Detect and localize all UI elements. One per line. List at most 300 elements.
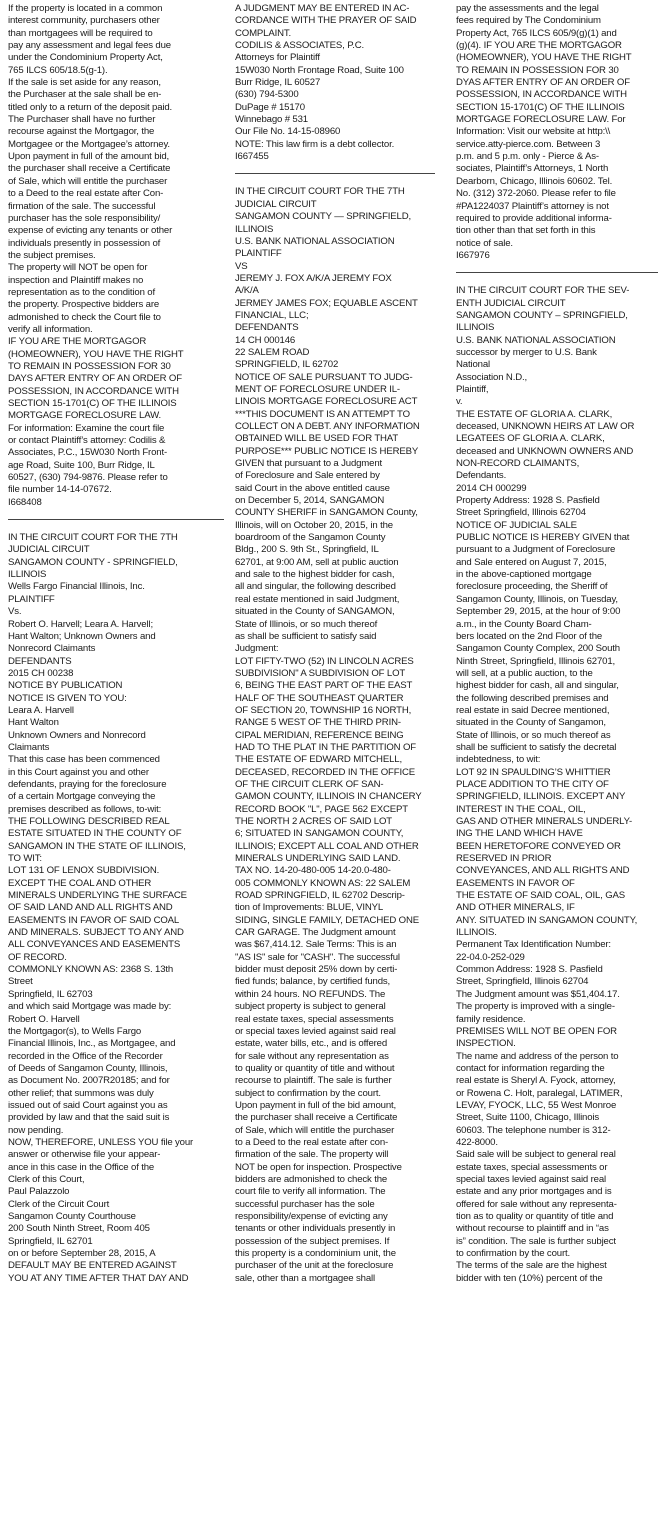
notice-line: provided by law and that the said suit is xyxy=(8,1112,170,1124)
notice-line: the purchaser shall receive a Certificate xyxy=(8,163,171,175)
notice-line: ILLINOIS; EXCEPT ALL COAL AND OTHER xyxy=(235,840,419,852)
notice-line: under the Condominium Property Act, xyxy=(8,52,163,64)
notice-line: the purchaser shall receive a Certificate xyxy=(235,1112,398,1124)
notice-line: EASEMENTS IN FAVOR OF SAID COAL xyxy=(8,914,180,926)
notice-line: a.m., in the County Board Cham- xyxy=(456,618,592,630)
notice-line: PUBLIC NOTICE IS HEREBY GIVEN that xyxy=(456,532,630,544)
notice-line: Mortgagee or the Mortgagee’s attorney. xyxy=(8,138,170,150)
notice-line: firmation of the sale. The property will xyxy=(235,1149,389,1161)
notice-line: all and singular, the following described xyxy=(235,581,396,593)
notice-line: required to provide additional informa- xyxy=(456,212,612,224)
notice-line: OF THE CIRCUIT CLERK OF SAN- xyxy=(235,778,384,790)
notice-line: SIDING, SINGLE FAMILY, DETACHED ONE xyxy=(235,914,419,926)
notice-line: Sangamon County, Illinois, on Tuesday, xyxy=(456,593,618,605)
notice-line: SECTION 15-1701(C) OF THE ILLINOIS xyxy=(456,101,625,113)
notice-line: No. (312) 372-2060. Please refer to file xyxy=(456,188,616,200)
notice-line: and sale to the highest bidder for cash, xyxy=(235,569,395,581)
notice-line: AND MINERALS. SUBJECT TO ANY AND xyxy=(8,927,184,939)
notice-line: IN THE CIRCUIT COURT FOR THE SEV- xyxy=(456,285,630,297)
notice-line: pay the assessments and the legal xyxy=(456,3,599,14)
notice-line: of Sale, which will entitle the purchaser xyxy=(8,175,168,187)
notice-line: NOTICE OF SALE PURSUANT TO JUDG- xyxy=(235,371,413,383)
notice-divider xyxy=(235,173,435,174)
notice-line: 14 CH 000146 xyxy=(235,334,296,346)
notice-line: OF SAID LAND AND ALL RIGHTS AND xyxy=(8,902,173,914)
notice-line: "AS IS" sale for "CASH". The successful xyxy=(235,951,400,963)
legal-notice xyxy=(8,3,212,509)
notice-line: purchaser of the unit at the foreclosure xyxy=(235,1260,394,1272)
notice-line: The Purchaser shall have no further xyxy=(8,114,156,126)
notice-line: foreclosure proceeding, the Sheriff of xyxy=(456,581,608,593)
notice-line: subject to confirmation by the court. xyxy=(235,1087,381,1099)
notice-line: SPRINGFIELD, ILLINOIS. EXCEPT ANY xyxy=(456,791,626,803)
notice-line: Winnebago # 531 xyxy=(235,114,308,126)
notice-line: GAMON COUNTY, ILLINOIS IN CHANCERY xyxy=(235,791,422,803)
notice-line: possession of the subject premises. If xyxy=(235,1235,390,1247)
notice-line: IN THE CIRCUIT COURT FOR THE 7TH xyxy=(235,186,405,198)
notice-line: of Deeds of Sangamon County, Illinois, xyxy=(8,1062,168,1074)
notice-line: Sangamon County Complex, 200 South xyxy=(456,643,620,655)
notice-line: or contact Plaintiff’s attorney: Codilis & xyxy=(8,435,166,447)
notice-line: I668408 xyxy=(8,496,42,508)
notice-line: estate taxes, special assessments or xyxy=(456,1161,608,1173)
notice-line: in this Court against you and other xyxy=(8,766,149,778)
notice-line: JEREMY J. FOX A/K/A JEREMY FOX xyxy=(235,272,392,284)
notice-line: and Sale entered on August 7, 2015, xyxy=(456,556,607,568)
notice-line: AND OTHER MINERALS, IF xyxy=(456,902,575,914)
notice-line: this property is a condominium unit, the xyxy=(235,1248,396,1260)
notice-line: THE ESTATE OF SAID COAL, OIL, GAS xyxy=(456,890,626,902)
notice-line: Unknown Owners and Nonrecord xyxy=(8,729,146,741)
notice-line: THE ESTATE OF GLORIA A. CLARK, xyxy=(456,408,613,420)
notice-line: 6, BEING THE EAST PART OF THE EAST xyxy=(235,680,413,692)
notice-line: highest bidder for cash, all and singular, xyxy=(456,680,619,692)
notice-line: responsibility/expense of evicting any xyxy=(235,1211,388,1222)
notice-line: For information: Examine the court file xyxy=(8,422,165,434)
notice-line: will sell, at a public auction, to the xyxy=(456,667,593,679)
notice-line: 2015 CH 00238 xyxy=(8,667,74,679)
notice-line: Springfield, IL 62703 xyxy=(8,988,93,1000)
notice-line: (HOMEOWNER), YOU HAVE THE RIGHT xyxy=(8,348,184,360)
notice-line: bidder must deposit 25% down by certi- xyxy=(235,964,398,976)
notice-line: (HOMEOWNER), YOU HAVE THE RIGHT xyxy=(456,52,632,64)
notice-line: Judgment: xyxy=(235,643,279,655)
notice-line: successful purchaser has the sole xyxy=(235,1198,375,1210)
notice-line: situated in the County of SANGAMON, xyxy=(235,606,395,618)
notice-line: Permanent Tax Identification Number: xyxy=(456,939,611,951)
notice-line: The property will NOT be open for xyxy=(8,262,148,274)
notice-line: ANY. SITUATED IN SANGAMON COUNTY, xyxy=(456,914,638,926)
notice-line: POSSESSION, IN ACCORDANCE WITH xyxy=(456,89,627,101)
notice-line: YOU AT ANY TIME AFTER THAT DAY AND xyxy=(8,1272,189,1284)
notice-line: 422-8000. xyxy=(456,1136,498,1148)
notice-line: in the above-captioned mortgage xyxy=(456,569,592,581)
notice-line: PLACE ADDITION TO THE CITY OF xyxy=(456,778,609,790)
notice-line: ENTH JUDICIAL CIRCUIT xyxy=(456,297,566,309)
notice-line: Plaintiff, xyxy=(456,383,489,395)
notice-line: tenants or other individuals presently in xyxy=(235,1223,396,1235)
notice-line: VS xyxy=(235,260,248,272)
notice-line: tion other than that set forth in this xyxy=(456,225,596,237)
notice-line: subject property is subject to general xyxy=(235,1001,386,1013)
notice-line: situated in the County of Sangamon, xyxy=(456,717,606,729)
notice-line: LOT 92 IN SPAULDING’S WHITTIER xyxy=(456,766,611,778)
notice-divider xyxy=(456,272,658,273)
notice-line: SECTION 15-1701(C) OF THE ILLINOIS xyxy=(8,398,177,409)
notice-line: BEEN HERETOFORE CONVEYED OR xyxy=(456,840,621,852)
legal-notice xyxy=(456,3,658,262)
notice-line: PLAINTIFF xyxy=(235,248,282,260)
notice-line: real estate in said Decree mentioned, xyxy=(456,704,610,716)
notice-line: premises described as follows, to-wit: xyxy=(8,803,162,815)
notice-line: the following described premises and xyxy=(456,692,609,704)
notice-line: OF SECTION 20, TOWNSHIP 16 NORTH, xyxy=(235,704,412,716)
notice-line: tion as to quality or quantity of title and xyxy=(456,1211,614,1222)
notice-line: 60527, (630) 794-9876. Please refer to xyxy=(8,472,168,484)
notice-line: the Mortgagor(s), to Wells Fargo xyxy=(8,1025,142,1037)
notice-line: v. xyxy=(456,396,463,408)
notice-line: INTEREST IN THE COAL, OIL, xyxy=(456,803,586,815)
legal-notice xyxy=(235,3,435,163)
notice-line: bidder with ten (10%) percent of the xyxy=(456,1272,603,1284)
notice-line: Common Address: 1928 S. Pasfield xyxy=(456,964,603,976)
notice-line: National xyxy=(456,359,490,371)
notice-line: the subject premises. xyxy=(8,249,96,261)
notice-line: EASEMENTS IN FAVOR OF xyxy=(456,877,575,889)
notice-line: family residence. xyxy=(456,1013,526,1025)
notice-line: Claimants xyxy=(8,741,50,753)
notice-line: HALF OF THE SOUTHEAST QUARTER xyxy=(235,692,404,704)
notice-line: pursuant to a Judgment of Foreclosure xyxy=(456,544,616,556)
notice-line: LOT FIFTY-TWO (52) IN LINCOLN ACRES xyxy=(235,655,414,667)
notice-line: COMMONLY KNOWN AS: 2368 S. 13th xyxy=(8,964,174,976)
notice-line: TAX NO. 14-20-480-005 14-20.0-480- xyxy=(235,865,391,877)
notice-line: SANGAMON IN THE STATE OF ILLINOIS, xyxy=(8,840,186,852)
column-1 xyxy=(8,3,212,1285)
notice-line: age Road, Suite 100, Burr Ridge, IL xyxy=(8,459,155,471)
notice-line: NOTE: This law firm is a debt collector. xyxy=(235,138,395,150)
notice-line: NOTICE BY PUBLICATION xyxy=(8,680,123,692)
notice-line: recourse against the Mortgagor, the xyxy=(8,126,155,138)
notice-line: individuals presently in possession of xyxy=(8,237,161,249)
notice-line: SANGAMON COUNTY – SPRINGFIELD, xyxy=(456,309,628,321)
legal-notice xyxy=(235,186,435,1285)
notice-line: other relief; that summons was duly xyxy=(8,1087,154,1099)
notice-line: Upon payment in full of the bid amount, xyxy=(235,1099,397,1111)
notice-line: RANGE 5 WEST OF THE THIRD PRIN- xyxy=(235,717,401,729)
notice-line: real estate taxes, special assessments xyxy=(235,1013,394,1025)
notice-line: JUDICIAL CIRCUIT xyxy=(235,198,317,210)
notice-line: recorded in the Office of the Recorder xyxy=(8,1050,163,1062)
notice-line: Leara A. Harvell xyxy=(8,704,74,716)
notice-line: MORTGAGE FORECLOSURE LAW. For xyxy=(456,114,626,126)
notice-line: State of Illinois, or so much thereof as xyxy=(456,729,611,741)
notice-line: fees required by The Condominium xyxy=(456,15,601,27)
notice-line: of Sale, which will entitle the purchaser xyxy=(235,1124,395,1136)
notice-line: 200 South Ninth Street, Room 405 xyxy=(8,1223,150,1235)
notice-line: DECEASED, RECORDED IN THE OFFICE xyxy=(235,766,415,778)
notice-line: PREMISES WILL NOT BE OPEN FOR xyxy=(456,1025,617,1037)
notice-line: RECORD BOOK "L", PAGE 562 EXCEPT xyxy=(235,803,408,815)
notice-line: said Court in the above entitled cause xyxy=(235,482,390,494)
notice-line: Illinois, will on October 20, 2015, in the xyxy=(235,519,393,531)
notice-line: titled only to a return of the deposit paid. xyxy=(8,101,173,113)
notice-line: court file to verify all information. The xyxy=(235,1186,386,1198)
notice-line: fied funds; balance, by certified funds, xyxy=(235,976,391,988)
notice-line: to quality or quantity of title and without xyxy=(235,1062,395,1074)
notice-line: COLLECT ON A DEBT. ANY INFORMATION xyxy=(235,421,420,432)
notice-line: A/K/A xyxy=(235,285,259,297)
notice-line: PLAINTIFF xyxy=(8,593,55,605)
notice-line: (630) 794-5300 xyxy=(235,89,299,101)
notice-line: sale, other than a mortgagee shall xyxy=(235,1272,375,1284)
notice-line: PURPOSE*** PUBLIC NOTICE IS HEREBY xyxy=(235,445,419,457)
notice-line: CODILIS & ASSOCIATES, P.C. xyxy=(235,40,365,52)
notice-line: HAD TO THE PLAT IN THE PARTITION OF xyxy=(235,741,416,753)
notice-line: defendants, praying for the foreclosure xyxy=(8,778,167,790)
notice-line: TO REMAIN IN POSSESSION FOR 30 xyxy=(456,64,619,76)
notice-line: of a certain Mortgage conveying the xyxy=(8,791,156,803)
notice-line: 15W030 North Frontage Road, Suite 100 xyxy=(235,64,404,76)
notice-line: Nonrecord Claimants xyxy=(8,643,96,655)
notice-line: firmation of the sale. The successful xyxy=(8,200,156,212)
notice-line: than mortgagees will be required to xyxy=(8,27,153,39)
notice-line: If the property is located in a common xyxy=(8,3,163,14)
column-3 xyxy=(456,3,658,1285)
notice-line: contact for information regarding the xyxy=(456,1062,605,1074)
notice-line: DEFAULT MAY BE ENTERED AGAINST xyxy=(8,1260,177,1272)
notice-line: Property Act, 765 ILCS 605/9(g)(1) and xyxy=(456,27,617,39)
notice-line: Street, Springfield, Illinois 62704 xyxy=(456,976,589,988)
legal-notice xyxy=(8,532,212,1285)
notice-line: ***THIS DOCUMENT IS AN ATTEMPT TO xyxy=(235,408,410,420)
notice-line: LEVAY, FYOCK, LLC, 55 West Monroe xyxy=(456,1099,617,1111)
notice-line: If the sale is set aside for any reason, xyxy=(8,77,161,89)
notice-line: CORDANCE WITH THE PRAYER OF SAID xyxy=(235,15,417,27)
notice-line: RESERVED IN PRIOR xyxy=(456,853,552,865)
notice-line: U.S. BANK NATIONAL ASSOCIATION xyxy=(235,235,395,247)
notice-line: NOTICE IS GIVEN TO YOU: xyxy=(8,692,127,704)
notice-line: DAYS AFTER ENTRY OF AN ORDER OF xyxy=(8,373,182,385)
column-2 xyxy=(235,3,435,1285)
notice-line: NON-RECORD CLAIMANTS, xyxy=(456,458,580,470)
notice-line: to a Deed to the real estate after con- xyxy=(235,1136,389,1148)
notice-line: bidders are admonished to check the xyxy=(235,1173,388,1185)
notice-line: 60603. The telephone number is 312- xyxy=(456,1124,611,1136)
notice-line: successor by merger to U.S. Bank xyxy=(456,346,597,358)
notice-line: of Foreclosure and Sale entered by xyxy=(235,470,380,482)
notice-line: POSSESSION, IN ACCORDANCE WITH xyxy=(8,385,179,397)
notice-line: DEFENDANTS xyxy=(8,655,72,667)
notice-line: NOT be open for inspection. Prospective xyxy=(235,1161,402,1173)
notice-line: service.atty-pierce.com. Between 3 xyxy=(456,138,601,150)
notice-line: IN THE CIRCUIT COURT FOR THE 7TH xyxy=(8,532,178,544)
notice-line: the property. Prospective bidders are xyxy=(8,299,160,311)
notice-line: pay any assessment and legal fees due xyxy=(8,40,171,52)
notice-line: Sangamon County Courthouse xyxy=(8,1211,136,1222)
notice-line: SANGAMON COUNTY - SPRINGFIELD, xyxy=(8,556,178,568)
notice-line: GIVEN that pursuant to a Judgment xyxy=(235,458,383,470)
notice-line: SUBDIVISION" A SUBDIVISION OF LOT xyxy=(235,667,406,679)
notice-line: ILLINOIS xyxy=(456,322,495,334)
notice-line: indebtedness, to wit: xyxy=(456,754,541,766)
notice-line: JERMEY JAMES FOX; EQUABLE ASCENT xyxy=(235,297,418,309)
notice-line: THE ESTATE OF EDWARD MITCHELL, xyxy=(235,754,402,766)
notice-line: verify all information. xyxy=(8,323,93,335)
notice-line: issued out of said Court against you as xyxy=(8,1099,168,1111)
notice-line: Hant Walton xyxy=(8,717,59,729)
notice-line: real estate is Sheryl A. Fyock, attorney, xyxy=(456,1075,616,1087)
notice-line: MORTGAGE FORECLOSURE LAW. xyxy=(8,410,161,422)
notice-line: to a Deed to the real estate after Con- xyxy=(8,188,164,200)
notice-line: real estate mentioned in said Judgment, xyxy=(235,593,400,605)
notice-line: Information: Visit our website at http:\\ xyxy=(456,126,611,138)
notice-line: 2014 CH 000299 xyxy=(456,482,527,494)
notice-line: JUDICIAL CIRCUIT xyxy=(8,544,90,556)
notice-line: Vs. xyxy=(8,606,22,618)
notice-line: The Judgment amount was $51,404.17. xyxy=(456,988,620,1000)
notice-line: Defendants. xyxy=(456,470,507,482)
notice-line: Said sale will be subject to general real xyxy=(456,1149,616,1161)
notice-line: Dearborn, Chicago, Illinois 60602. Tel. xyxy=(456,175,613,187)
notice-line: IF YOU ARE THE MORTGAGOR xyxy=(8,336,147,348)
notice-line: special taxes levied against said real xyxy=(456,1173,607,1185)
notice-line: as shall be sufficient to satisfy said xyxy=(235,630,377,642)
notice-line: U.S. BANK NATIONAL ASSOCIATION xyxy=(456,334,616,346)
notice-line: NOTICE OF JUDICIAL SALE xyxy=(456,519,577,531)
notice-line: SANGAMON COUNTY — SPRINGFIELD, xyxy=(235,211,412,223)
notice-line: Street, Suite 1100, Chicago, Illinois xyxy=(456,1112,600,1124)
notice-line: Springfield, IL 62701 xyxy=(8,1235,93,1247)
notice-line: Financial Illinois, Inc., as Mortgagee, and xyxy=(8,1038,176,1050)
notice-line: OF RECORD. xyxy=(8,951,67,963)
notice-line: bers located on the 2nd Floor of the xyxy=(456,630,603,642)
notice-line: deceased and UNKNOWN OWNERS AND xyxy=(456,445,634,457)
notice-line: now pending. xyxy=(8,1124,64,1136)
notice-line: NOW, THEREFORE, UNLESS YOU file your xyxy=(8,1136,194,1148)
notice-line: purchaser has the sole responsibility/ xyxy=(8,212,161,224)
notice-line: offered for sale without any representa- xyxy=(456,1198,617,1210)
notice-line: CONVEYANCES, AND ALL RIGHTS AND xyxy=(456,865,630,877)
notice-line: TO REMAIN IN POSSESSION FOR 30 xyxy=(8,360,171,372)
notice-line: State of Illinois, or so much thereof xyxy=(235,618,378,630)
notice-line: I667455 xyxy=(235,151,269,163)
notice-line: DuPage # 15170 xyxy=(235,101,305,113)
notice-line: ESTATE SITUATED IN THE COUNTY OF xyxy=(8,828,182,840)
notice-line: 22 SALEM ROAD xyxy=(235,346,310,358)
notice-line: September 29, 2015, at the hour of 9:00 xyxy=(456,606,621,618)
notice-line: THE NORTH 2 ACRES OF SAID LOT xyxy=(235,816,392,827)
notice-line: The terms of the sale are the highest xyxy=(456,1260,607,1272)
notice-line: 005 COMMONLY KNOWN AS: 22 SALEM xyxy=(235,877,411,889)
notice-line: INSPECTION. xyxy=(456,1038,516,1050)
notice-line: Burr Ridge, IL 60527 xyxy=(235,77,321,89)
notice-divider xyxy=(8,519,224,520)
notice-line: THE FOLLOWING DESCRIBED REAL xyxy=(8,816,170,827)
notice-line: Attorneys for Plaintiff xyxy=(235,52,320,64)
notice-line: CAR GARAGE. The Judgment amount xyxy=(235,927,396,939)
notice-line: GAS AND OTHER MINERALS UNDERLY- xyxy=(456,816,633,827)
notice-line: within 24 hours. NO REFUNDS. The xyxy=(235,988,386,1000)
notice-line: 62701, at 9:00 AM, sell at public auction xyxy=(235,556,399,568)
legal-notice xyxy=(456,285,658,1285)
notice-line: Clerk of this Court, xyxy=(8,1173,85,1185)
notice-line: The property is improved with a single- xyxy=(456,1001,615,1013)
notice-line: MINERALS UNDERLYING THE SURFACE xyxy=(8,890,187,902)
notice-line: ALL CONVEYANCES AND EASEMENTS xyxy=(8,939,181,951)
notice-line: COUNTY SHERIFF in SANGAMON County, xyxy=(235,507,418,519)
notice-line: or special taxes levied against said real xyxy=(235,1025,396,1037)
notice-line: representation as to the condition of xyxy=(8,286,155,298)
notice-line: to confirmation by the court. xyxy=(456,1248,571,1260)
notice-line: TO WIT: xyxy=(8,853,42,865)
notice-line: The name and address of the person to xyxy=(456,1050,619,1062)
notice-line: on or before September 28, 2015, A xyxy=(8,1248,156,1260)
notice-line: ILLINOIS. xyxy=(456,927,497,939)
notice-line: Street xyxy=(8,976,33,988)
notice-line: That this case has been commenced xyxy=(8,754,160,766)
notice-line: for sale without any representation as xyxy=(235,1050,389,1062)
notice-line: Bldg., 200 S. 9th St., Springfield, IL xyxy=(235,544,379,556)
notice-line: file number 14-14-07672. xyxy=(8,484,112,496)
notice-line: admonished to check the Court file to xyxy=(8,311,161,323)
notice-line: Ninth Street, Springfield, Illinois 62701, xyxy=(456,655,616,667)
notice-line: Street Springfield, Illinois 62704 xyxy=(456,507,586,519)
notice-line: ance in this case in the Office of the xyxy=(8,1161,155,1173)
notice-line: is” condition. The sale is further subject xyxy=(456,1235,616,1247)
notice-line: Clerk of the Circuit Court xyxy=(8,1198,110,1210)
notice-line: DEFENDANTS xyxy=(235,322,299,334)
notice-line: EXCEPT THE COAL AND OTHER xyxy=(8,877,152,889)
notice-line: FINANCIAL, LLC; xyxy=(235,309,309,321)
notice-line: DYAS AFTER ENTRY OF AN ORDER OF xyxy=(456,77,630,89)
notice-line: on December 5, 2014, SANGAMON xyxy=(235,495,385,507)
notice-line: OBTAINED WILL BE USED FOR THAT xyxy=(235,433,399,445)
notice-line: Robert O. Harvell xyxy=(8,1013,80,1025)
notice-line: tion of Improvements: BLUE, VINYL xyxy=(235,902,384,914)
notice-line: COMPLAINT. xyxy=(235,27,292,39)
notice-line: interest community, purchasers other xyxy=(8,15,160,27)
notice-line: ILLINOIS xyxy=(8,569,47,581)
notice-line: without recourse to plaintiff and in “as xyxy=(456,1223,609,1235)
notice-line: 765 ILCS 605/18.5(g-1). xyxy=(8,64,108,76)
notice-line: the Purchaser at the sale shall be en- xyxy=(8,89,162,101)
notice-line: Hant Walton; Unknown Owners and xyxy=(8,630,156,642)
notice-line: ING THE LAND WHICH HAVE xyxy=(456,828,583,840)
notice-line: Robert O. Harvell; Leara A. Harvell; xyxy=(8,618,153,630)
notice-line: 6; SITUATED IN SANGAMON COUNTY, xyxy=(235,828,404,840)
notice-line: A JUDGMENT MAY BE ENTERED IN AC- xyxy=(235,3,410,14)
notice-line: Upon payment in full of the amount bid, xyxy=(8,151,170,163)
notice-line: or Rowena C. Holt, paralegal, LATIMER, xyxy=(456,1087,623,1099)
notice-line: notice of sale. xyxy=(456,237,513,249)
notice-line: ROAD SPRINGFIELD, IL 62702 Descrip- xyxy=(235,890,405,902)
notice-line: MINERALS UNDERLYING SAID LAND. xyxy=(235,853,401,865)
notice-line: 22-04.0-252-029 xyxy=(456,951,525,963)
notice-line: estate, water bills, etc., and is offered xyxy=(235,1038,388,1050)
notice-line: and which said Mortgage was made by: xyxy=(8,1001,172,1013)
notice-line: inspection and Plaintiff makes no xyxy=(8,274,144,286)
notice-line: expense of evicting any tenants or other xyxy=(8,225,173,237)
notice-line: as Document No. 2007R20185; and for xyxy=(8,1075,170,1087)
notice-line: Our File No. 14-15-08960 xyxy=(235,126,341,138)
notice-line: p.m. and 5 p.m. only - Pierce & As- xyxy=(456,151,599,163)
notice-line: (g)(4). IF YOU ARE THE MORTGAGOR xyxy=(456,40,622,52)
notice-line: estate and any prior mortgages and is xyxy=(456,1186,612,1198)
notice-line: Association N.D., xyxy=(456,371,528,383)
notice-line: recourse to plaintiff. The sale is further xyxy=(235,1075,392,1087)
notice-line: LEGATEES OF GLORIA A. CLARK, xyxy=(456,433,605,445)
